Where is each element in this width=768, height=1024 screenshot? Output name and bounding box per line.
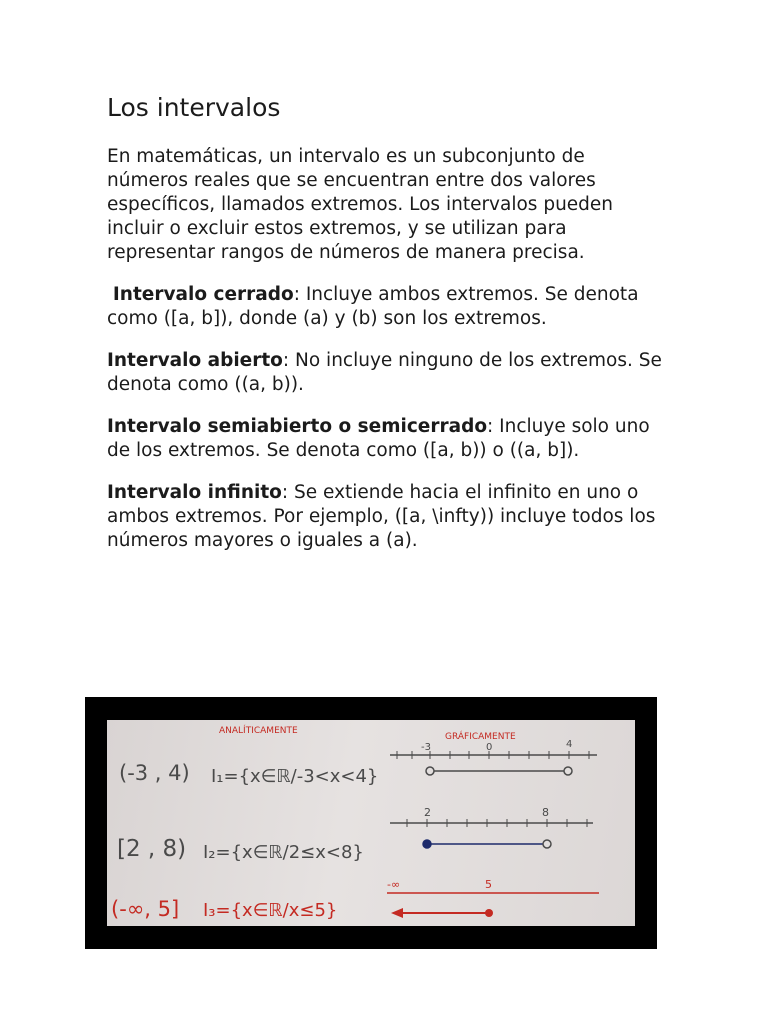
header-graphic: GRÁFICAMENTE [445, 732, 516, 742]
page-title: Los intervalos [107, 93, 281, 122]
term-open: Intervalo abierto [107, 350, 283, 371]
row1-open-left-point [426, 767, 434, 775]
definition-open [107, 349, 667, 397]
row2-open-right-point [543, 840, 551, 848]
document-body [107, 92, 667, 571]
row1-tick-right: 4 [566, 739, 573, 750]
row3-tick-left: -∞ [387, 878, 401, 891]
row2-tick-right: 8 [542, 806, 549, 819]
term-closed: Intervalo cerrado [112, 284, 294, 305]
row1-tick-left: -3 [421, 742, 431, 753]
text-closed: : Incluye ambos extremos. Se denota como ([a, b]), donde (a) y (b) son los extremos. [107, 284, 639, 329]
row3-set: I₃={x∈ℝ/x≤5} [203, 900, 338, 921]
definition-half-open [107, 415, 667, 463]
whiteboard-photo [107, 720, 635, 926]
definition-infinite [107, 481, 667, 553]
row2-interval: [2 , 8) [117, 836, 187, 862]
row1-interval: (-3 , 4) [119, 761, 190, 785]
row2-tick-left: 2 [424, 806, 431, 819]
row2-set: I₂={x∈ℝ/2≤x<8} [203, 842, 364, 863]
row2-closed-left-point [423, 840, 431, 848]
row3-closed-right-point [485, 909, 493, 917]
term-half-open: Intervalo semiabierto o semicerrado [107, 416, 488, 437]
text-infinite: : Se extiende hacia el infinito en uno o ambos extremos. Por ejemplo, ([a, \infty)) incluye todos los números mayores o iguales a (a). [107, 482, 656, 551]
intro-paragraph: En matemáticas, un intervalo es un subconjunto de números reales que se encuentran entre dos valores específicos, llamados extremos. Los intervalos pueden incluir o excluir estos extremos, y se utilizan para representar rangos de números de manera precisa. [107, 146, 614, 263]
row2-number-line [390, 819, 593, 827]
whiteboard-drawing [107, 720, 635, 926]
text-half-open: : Incluye solo uno de los extremos. Se denota como ([a, b)) o ((a, b]). [107, 416, 650, 461]
row3-arrowhead [391, 908, 403, 918]
text-open: : No incluye ninguno de los extremos. Se denota como ((a, b)). [107, 350, 662, 395]
row1-tick-mid: 0 [486, 742, 493, 753]
row1-open-right-point [564, 767, 572, 775]
definition-closed [107, 283, 667, 331]
term-infinite: Intervalo infinito [107, 482, 282, 503]
row3-interval: (-∞, 5] [111, 897, 180, 921]
row3-tick-right: 5 [485, 878, 492, 891]
row1-set: I₁={x∈ℝ/-3<x<4} [211, 766, 379, 787]
header-analytic: ANALÍTICAMENTE [219, 726, 298, 736]
